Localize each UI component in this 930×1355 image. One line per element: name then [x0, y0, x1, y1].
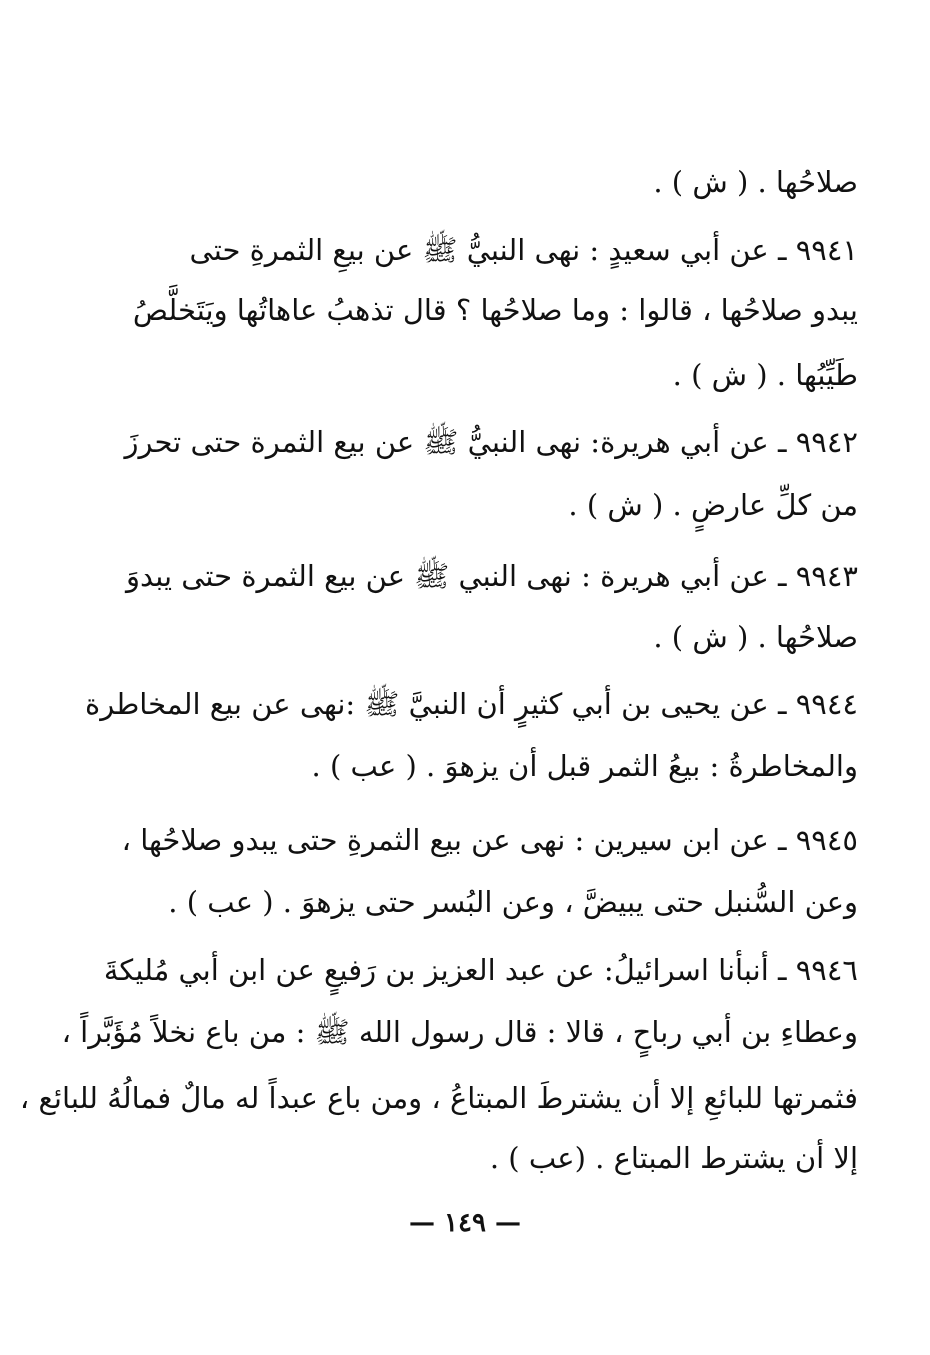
- text-line: إلا أن يشترط المبتاع . (عب ) .: [489, 1141, 858, 1175]
- text-line: صلاحُها . ( ش ) .: [653, 620, 858, 654]
- text-line: والمخاطرةُ : بيعُ الثمر قبل أن يزهوَ . ( عب ) .: [311, 749, 858, 783]
- text-line: ٩٩٤٦ ـ أنبأنا اسرائيلُ: عن عبد العزيز بن رَفيعٍ عن ابن أبي مُليكةَ: [103, 953, 858, 987]
- page-number: — ١٤٩ —: [408, 1208, 522, 1238]
- text-line: يبدو صلاحُها ، قالوا : وما صلاحُها ؟ قال تذهبُ عاهاتُها ويَتَخلَّصُ: [132, 293, 858, 327]
- text-line: وعطاءِ بن أبي رباحٍ ، قالا : قال رسول الله ﷺ : من باع نخلاً مُؤَبَّراً ،: [61, 1015, 858, 1049]
- text-line: وعن السُّنبل حتى يبيضَّ ، وعن البُسر حتى يزهوَ . ( عب ) .: [168, 885, 858, 919]
- text-line: ٩٩٤٣ ـ عن أبي هريرة : نهى النبي ﷺ عن بيع الثمرة حتى يبدوَ: [125, 559, 858, 593]
- text-line: من كلِّ عارضٍ . ( ش ) .: [568, 488, 858, 522]
- text-line: ٩٩٤٤ ـ عن يحيى بن أبي كثيرٍ أن النبيَّ ﷺ :نهى عن بيع المخاطرة: [85, 687, 858, 721]
- text-line: صلاحُها . ( ش ) .: [653, 165, 858, 199]
- text-line: طَيِّبُها . ( ش ) .: [672, 358, 858, 392]
- text-line: ٩٩٤٢ ـ عن أبي هريرة: نهى النبيُّ ﷺ عن بيع الثمرة حتى تحرزَ: [124, 425, 858, 459]
- text-line: ٩٩٤١ ـ عن أبي سعيدٍ : نهى النبيُّ ﷺ عن بيعِ الثمرةِ حتى: [189, 233, 858, 267]
- text-line: فثمرتها للبائعِ إلا أن يشترطَ المبتاعُ ، ومن باع عبداً له مالٌ فمالُهُ للبائع ،: [19, 1081, 858, 1115]
- text-line: ٩٩٤٥ ـ عن ابن سيرين : نهى عن بيع الثمرةِ حتى يبدو صلاحُها ،: [121, 823, 858, 857]
